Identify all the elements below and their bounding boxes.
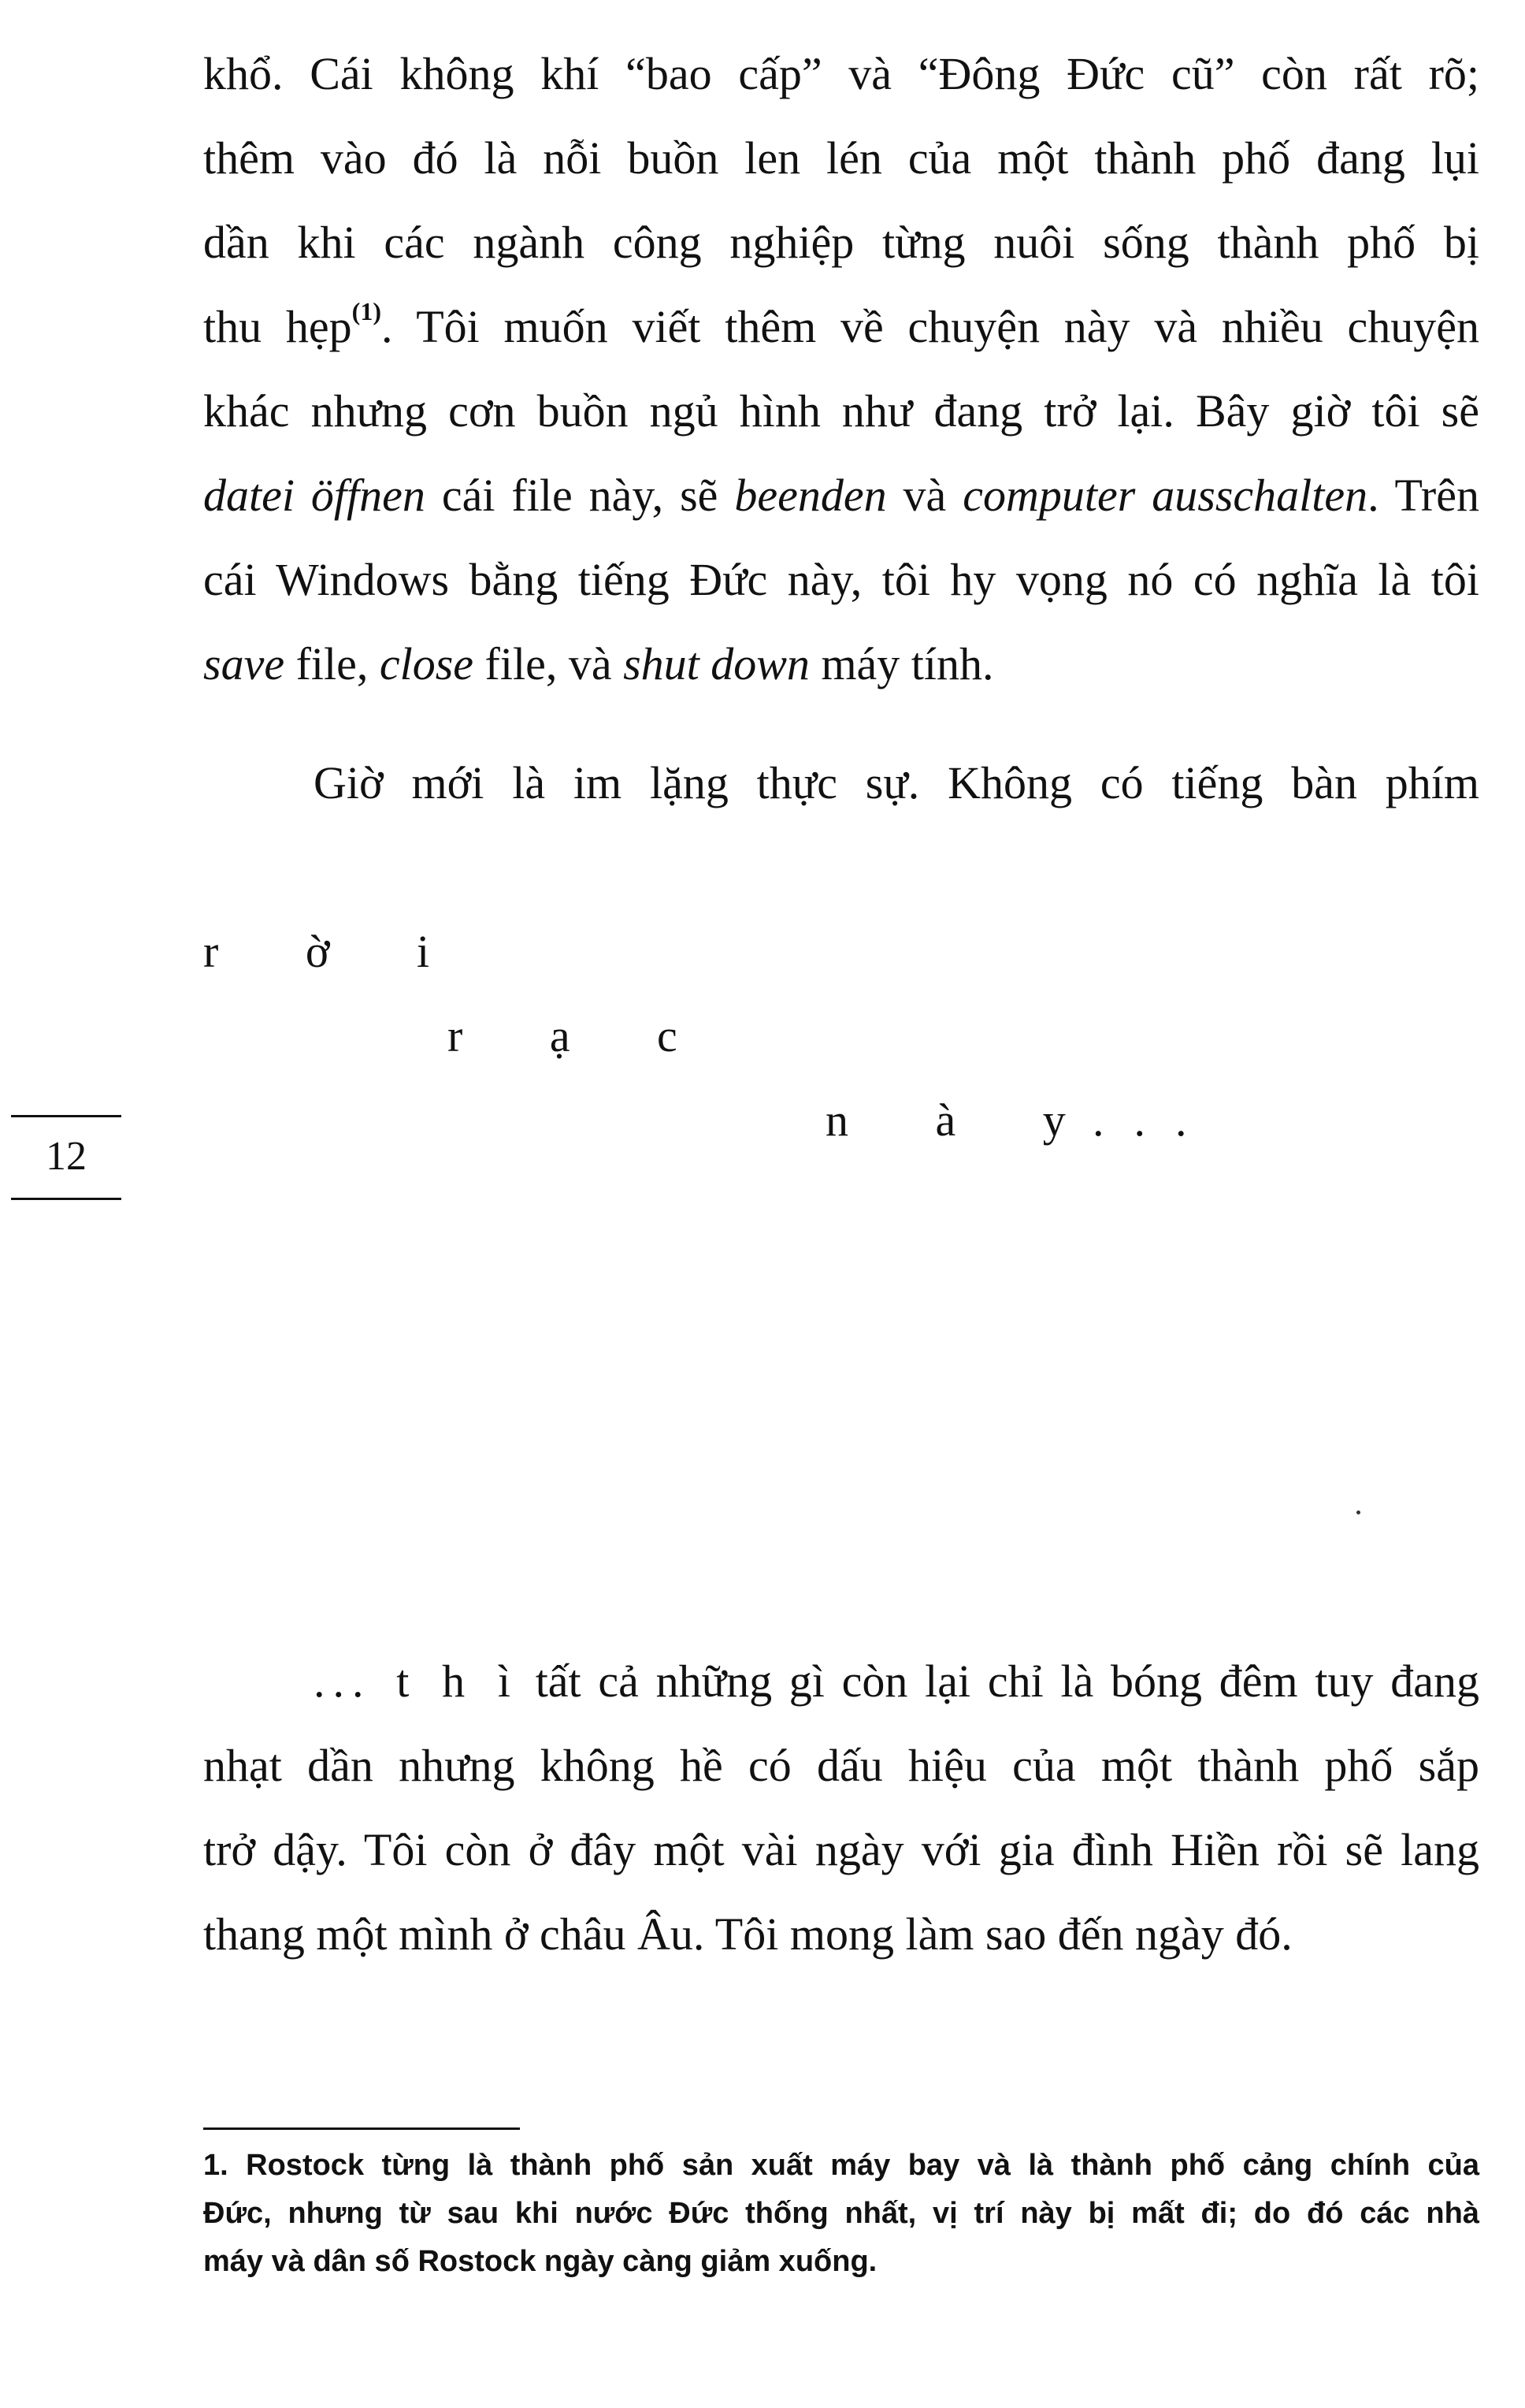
text-line: cái Windows bằng tiếng Đức này, tôi hy vọng nó có nghĩa là tôi [203, 554, 1479, 605]
scattered-word: r ờ i [203, 926, 460, 977]
text-line: nhạt dần nhưng không hề có dấu hiệu của một thành phố sắp [203, 1740, 1479, 1791]
paragraph-3 [203, 1639, 1479, 1976]
text-line [203, 453, 1479, 537]
page-number: 12 [46, 1134, 87, 1179]
text-line: dần khi các ngành công nghiệp từng nuôi sống thành phố bị [203, 217, 1479, 268]
italic-term: beenden [734, 470, 887, 521]
scattered-word: r ạ c [447, 1010, 707, 1061]
page-number-block [11, 1115, 121, 1202]
text-span: . Trên [1367, 470, 1479, 521]
italic-term: save [203, 638, 285, 689]
text-span: cái file này, sẽ [425, 470, 735, 521]
text-line: thang một mình ở châu Âu. Tôi mong làm sao đến ngày đó. [203, 1908, 1293, 1960]
footnote-line: Đức, nhưng từ sau khi nước Đức thống nhất, vị trí này bị mất đi; do đó các nhà [203, 2197, 1479, 2230]
page-number-rule-bottom [11, 1198, 121, 1200]
page-number-rule-top [11, 1115, 121, 1117]
footnote [203, 2142, 1479, 2286]
text-line [203, 622, 1479, 706]
text-span: thu hẹp [203, 301, 352, 352]
text-line [203, 284, 1479, 369]
footnote-line: máy và dân số Rostock ngày càng giảm xuống. [203, 2245, 878, 2278]
paragraph-1 [203, 32, 1479, 706]
footnote-separator [203, 2127, 520, 2130]
text-span: file, và [473, 638, 624, 689]
paragraph-2 [203, 741, 1479, 1146]
italic-term: computer ausschalten [963, 470, 1368, 521]
text-span: máy tính. [809, 638, 994, 689]
text-line [203, 1639, 1479, 1723]
footnote-reference: (1) [351, 297, 381, 325]
spaced-text: ... t h ì [314, 1656, 518, 1707]
text-line: khổ. Cái không khí “bao cấp” và “Đông Đức cũ” còn rất rõ; [203, 48, 1479, 99]
italic-term: close [379, 638, 474, 689]
text-span: tất cả những gì còn lại chỉ là bóng đêm tuy đang [518, 1656, 1479, 1707]
text-line: khác nhưng cơn buồn ngủ hình như đang trở lại. Bây giờ tôi sẽ [203, 385, 1479, 437]
scattered-words-line [203, 825, 1479, 1146]
text-line: thêm vào đó là nỗi buồn len lén của một thành phố đang lụi [203, 132, 1479, 184]
print-speck [1356, 1511, 1360, 1514]
scattered-word: n à y... [826, 1094, 1217, 1146]
footnote-line: 1. Rostock từng là thành phố sản xuất máy bay và là thành phố cảng chính của [203, 2149, 1479, 2182]
text-span: file, [284, 638, 380, 689]
text-line: trở dậy. Tôi còn ở đây một vài ngày với gia đình Hiền rồi sẽ lang [203, 1824, 1479, 1875]
italic-term: shut down [623, 638, 810, 689]
text-line: Giờ mới là im lặng thực sự. Không có tiếng bàn phím [314, 757, 1479, 808]
text-span: và [886, 470, 963, 521]
italic-term: datei öffnen [203, 470, 425, 521]
text-span: . Tôi muốn viết thêm về chuyện này và nhiều chuyện [380, 301, 1479, 352]
